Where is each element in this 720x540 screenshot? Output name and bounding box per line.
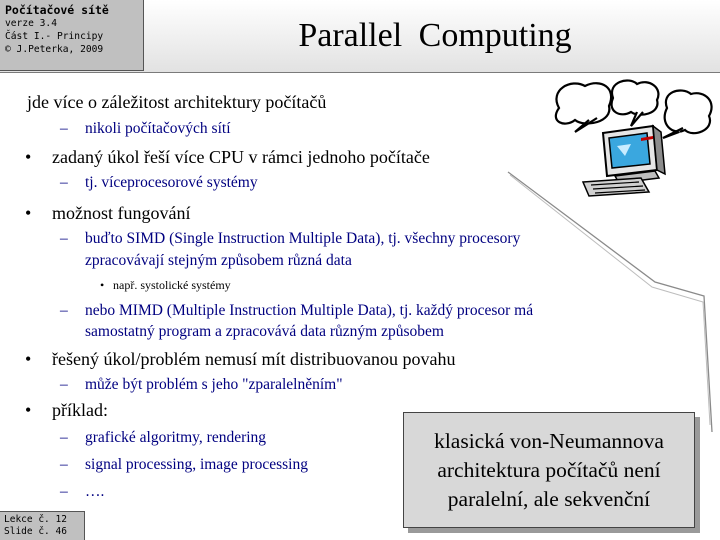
course-name: Počítačové sítě [5, 3, 109, 17]
bullet-text: např. systolické systémy [113, 278, 231, 292]
course-info-box [0, 0, 144, 71]
bullet-marker: – [60, 429, 68, 446]
bullet-text: buďto SIMD (Single Instruction Multiple Data), tj. všechny procesory [85, 230, 521, 247]
slide-number-box [0, 511, 85, 540]
bullet-text: řešený úkol/problém nemusí mít distribuovanou povahu [52, 349, 456, 369]
bullet-marker: – [60, 456, 68, 473]
bullet-text: nikoli počítačových sítí [85, 120, 231, 137]
copyright-text: © J.Peterka, 2009 [5, 44, 104, 55]
bullet-marker: – [60, 174, 68, 191]
bullet-text: samostatný program a zpracovává data různým způsobem [85, 323, 444, 340]
bullet-marker: – [60, 483, 68, 500]
slide-number: Slide č. 46 [4, 526, 67, 537]
bullet-marker: – [60, 302, 68, 319]
bullet-marker: • [25, 349, 32, 369]
version-text: verze 3.4 [5, 18, 57, 29]
bullet-text: zpracovávají stejným způsobem různá data [85, 252, 352, 269]
callout-line-2: architektura počítačů není [437, 457, 661, 482]
bullet-marker: – [60, 230, 68, 247]
bullet-text: zadaný úkol řeší více CPU v rámci jednoho počítače [52, 147, 430, 167]
bullet-text: nebo MIMD (Multiple Instruction Multiple Data), tj. každý procesor má [85, 302, 534, 319]
bullet-text: možnost fungování [52, 203, 191, 223]
callout-line-3: paralelní, ale sekvenční [447, 486, 651, 511]
bullet-text: může být problém s jeho "zparalelněním" [85, 376, 343, 393]
bullet-text: …. [85, 483, 105, 500]
callout-box [403, 412, 695, 528]
bullet-marker: • [100, 278, 105, 292]
bullet-text: tj. víceprocesorové systémy [85, 174, 258, 191]
bullet-text: jde více o záležitost architektury počítačů [27, 92, 327, 112]
lecture-number: Lekce č. 12 [4, 514, 67, 525]
bullet-text: příklad: [52, 400, 108, 420]
bullet-marker: • [25, 203, 32, 223]
bullet-marker: – [60, 376, 68, 393]
callout-line-1: klasická von-Neumannova [434, 428, 664, 453]
bullet-text: signal processing, image processing [85, 456, 308, 473]
bullet-text: grafické algoritmy, rendering [85, 429, 267, 446]
slide-title: Parallel Computing [298, 17, 572, 54]
bullet-marker: • [25, 400, 32, 420]
bullet-marker: • [25, 147, 32, 167]
computer-clipart-icon [545, 78, 720, 198]
part-text: Část I.- Principy [5, 31, 104, 42]
bullet-marker: – [60, 120, 68, 137]
